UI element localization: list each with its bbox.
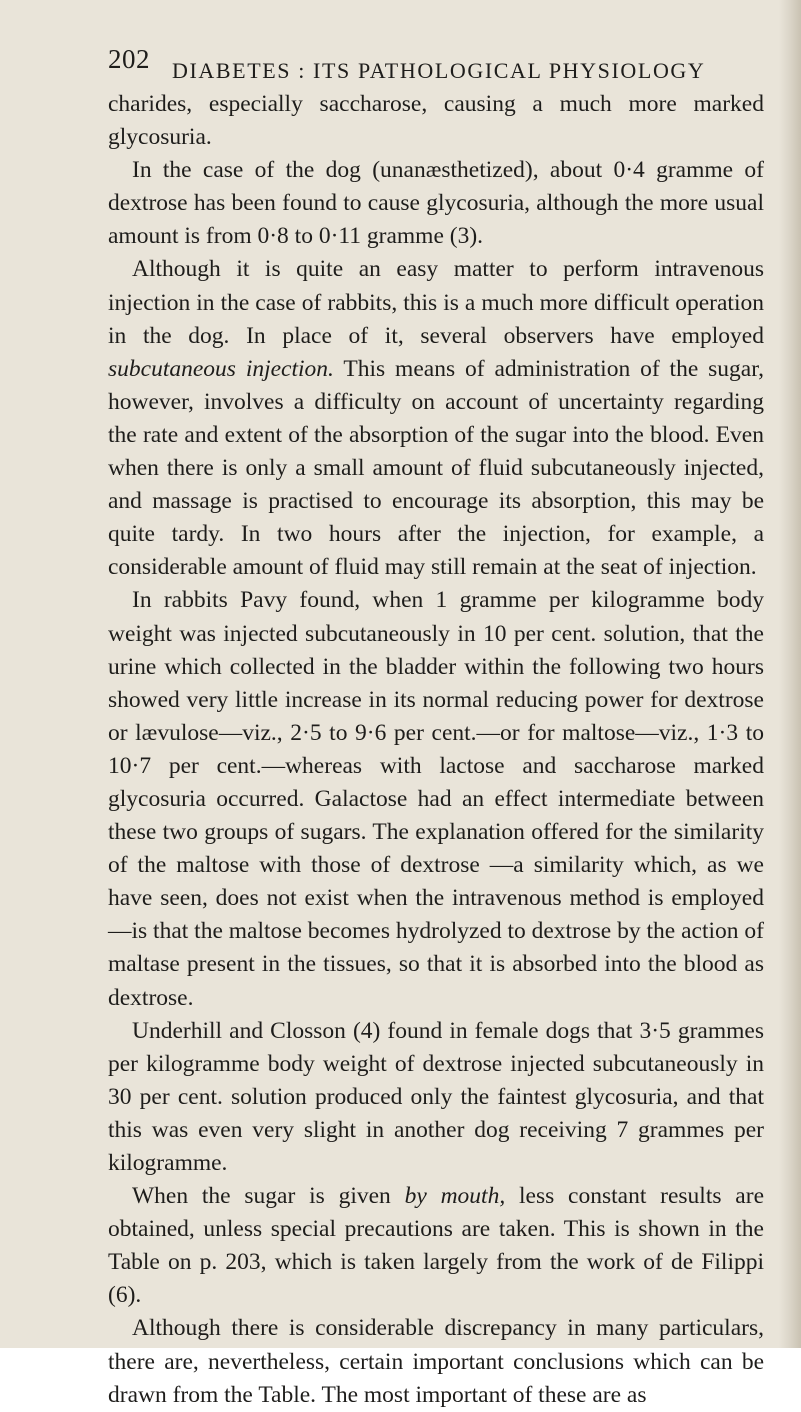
running-title: DIABETES : ITS PATHOLOGICAL PHYSIOLOGY: [172, 58, 706, 83]
body-text: [108, 88, 764, 1412]
page-number: 202: [108, 44, 150, 74]
text-segment: charides, especially saccharose, causing a much more marked glycosuria.: [108, 91, 764, 151]
running-head: [108, 44, 748, 83]
text-segment: This means of administration of the sugar, however, involves a difficulty on account of uncertainty regarding the rate and extent of the absorption of the sugar into the blood. Even when there is only a small amount of fluid subcutaneously injected, and massage is practised to encourage its absorption, this may be quite tardy. In two hours after the injection, for example, a considerable amount of fluid may still remain at the seat of injection.: [108, 355, 764, 581]
paragraph: [108, 88, 764, 154]
text-segment: In the case of the dog (unanæsthetized), about 0·4 gramme of dextrose has been found to cause glycosuria, although the more usual amount is from 0·8 to 0·11 gramme (3).: [108, 157, 764, 250]
text-segment: Although it is quite an easy matter to perform intravenous injection in the case of rabbits, this is a much more difficult operation in the dog. In place of it, several observers have employed: [108, 256, 764, 349]
paragraph: [108, 584, 764, 1014]
paragraph: [108, 1015, 764, 1180]
text-segment: less constant results are obtained, unless special precautions are taken. This is shown in the Table on p. 203, which is taken largely from the work of de Filippi (6).: [108, 1183, 764, 1309]
text-segment: When the sugar is given: [132, 1183, 405, 1210]
page-edge-shadow: [779, 0, 801, 1348]
text-segment: Underhill and Closson (4) found in female dogs that 3·5 grammes per kilogramme body weight of dextrose injected subcutaneously in 30 per cent. solution produced only the faintest glycosuria, and that this was even very slight in another dog receiving 7 grammes per kilogramme.: [108, 1017, 764, 1176]
paragraph: [108, 1312, 764, 1411]
italic-term: subcutaneous injection.: [108, 355, 334, 382]
paragraph: [108, 1180, 764, 1312]
paragraph: [108, 253, 764, 584]
text-segment: Although there is considerable discrepancy in many particulars, there are, nevertheless, certain important conclusions which can be drawn from the Table. The most important of these are as: [108, 1315, 764, 1408]
italic-term: by mouth,: [404, 1183, 506, 1210]
text-segment: In rabbits Pavy found, when 1 gramme per kilogramme body weight was injected subcutaneously in 10 per cent. solution, that the urine which collected in the bladder within the following two hours showed very little increase in its normal reducing power for dextrose or lævulose—viz., 2·5 to 9·6 per cent.—or for maltose—viz., 1·3 to 10·7 per cent.—whereas with lactose and saccharose marked glycosuria occurred. Galactose had an effect intermediate between these two groups of sugars. The explanation offered for the similarity of the maltose with those of dextrose —a similarity which, as we have seen, does not exist when the intravenous method is employed—is that the maltose becomes hydrolyzed to dextrose by the action of maltase present in the tissues, so that it is absorbed into the blood as dextrose.: [108, 587, 764, 1011]
paragraph: [108, 154, 764, 253]
